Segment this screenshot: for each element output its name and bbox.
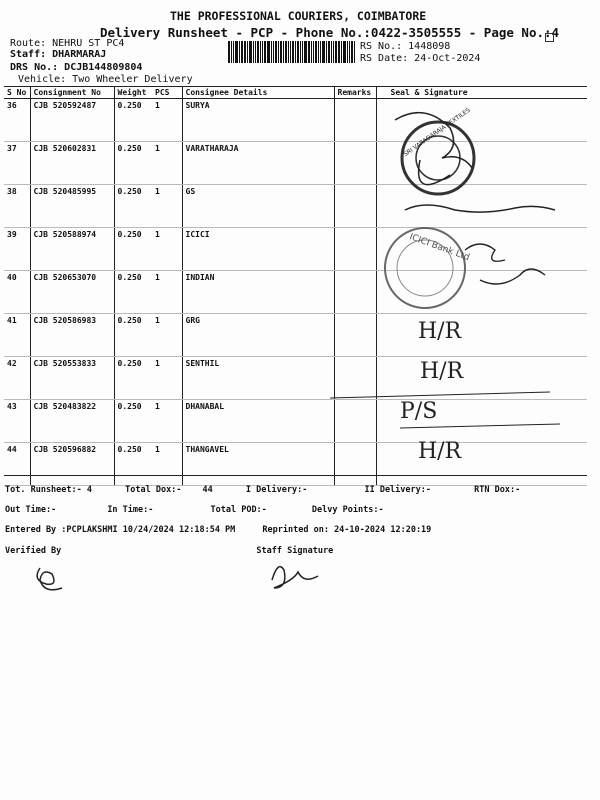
col-remarks: Remarks — [334, 87, 376, 99]
pcs-cell: 1 — [152, 228, 182, 271]
weight-cell: 0.250 — [114, 443, 152, 486]
sno-cell: 43 — [4, 400, 30, 443]
weight-cell: 0.250 — [114, 142, 152, 185]
underline-43 — [400, 424, 560, 428]
rs-date: RS Date: 24-Oct-2024 — [360, 53, 481, 64]
weight-cell: 0.250 — [114, 271, 152, 314]
drs-number: DRS No.: DCJB144809804 — [10, 62, 143, 73]
consignment-cell: CJB 520592487 — [30, 99, 114, 142]
vehicle-label: Vehicle: Two Wheeler Delivery — [18, 74, 193, 85]
sno-cell: 39 — [4, 228, 30, 271]
consignee-cell: INDIAN — [182, 271, 334, 314]
total-dox-label: Total Dox:- — [125, 485, 182, 495]
consignment-cell: CJB 520483822 — [30, 400, 114, 443]
rtn-dox: RTN Dox:- — [474, 485, 521, 495]
footer-line-1 — [5, 485, 520, 495]
staff-signature-mark — [272, 567, 318, 588]
consignment-cell: CJB 520596882 — [30, 443, 114, 486]
sno-cell: 40 — [4, 271, 30, 314]
footer-line-2 — [5, 505, 384, 515]
staff-label: Staff: DHARMARAJ — [10, 49, 107, 60]
varadaraja-stamp — [402, 107, 474, 194]
consignee-cell: THANGAVEL — [182, 443, 334, 486]
reprinted-on: Reprinted on: 24-10-2024 12:20:19 — [262, 525, 432, 535]
sno-cell: 36 — [4, 99, 30, 142]
entered-by: Entered By :PCPLAKSHMI 10/24/2024 12:18:54 PM — [5, 525, 236, 535]
document-title: THE PROFESSIONAL COURIERS, COIMBATORE — [170, 9, 427, 23]
pcs-cell: 1 — [152, 400, 182, 443]
tot-runsheet: Tot. Runsheet:- 4 — [5, 485, 92, 495]
footer-divider — [4, 475, 587, 476]
weight-cell: 0.250 — [114, 400, 152, 443]
sno-cell: 44 — [4, 443, 30, 486]
pcs-cell: 1 — [152, 271, 182, 314]
pcs-cell: 1 — [152, 99, 182, 142]
col-weight: Weight — [114, 87, 152, 99]
total-dox-value: 44 — [202, 485, 213, 495]
weight-cell: 0.250 — [114, 314, 152, 357]
ii-delivery: II Delivery:- — [364, 485, 431, 495]
consignee-cell: ICICI — [182, 228, 334, 271]
footer-line-4 — [5, 546, 333, 556]
consignment-cell: CJB 520588974 — [30, 228, 114, 271]
signature-row39-40 — [465, 244, 545, 284]
signature-row38 — [405, 205, 555, 212]
in-time: In Time:- — [107, 505, 154, 515]
staff-signature: Staff Signature — [256, 546, 334, 556]
consignment-cell: CJB 520653070 — [30, 271, 114, 314]
consignee-cell: SENTHIL — [182, 357, 334, 400]
sno-cell: 42 — [4, 357, 30, 400]
pcs-cell: 1 — [152, 443, 182, 486]
pcs-cell: 1 — [152, 357, 182, 400]
weight-cell: 0.250 — [114, 99, 152, 142]
consignment-cell: CJB 520586983 — [30, 314, 114, 357]
col-consignment: Consignment No — [30, 87, 114, 99]
handwritten-row44: H/R — [418, 439, 462, 464]
consignment-cell: CJB 520485995 — [30, 185, 114, 228]
pcs-cell: 1 — [152, 142, 182, 185]
stamp2-text: ICICI Bank Ltd — [408, 232, 471, 264]
handwritten-row43: P/S — [400, 399, 438, 424]
col-consignee: Consignee Details — [182, 87, 334, 99]
pcs-cell: 1 — [152, 314, 182, 357]
footer-line-3 — [5, 525, 431, 535]
consignee-cell: VARATHARAJA — [182, 142, 334, 185]
out-time: Out Time:- — [5, 505, 57, 515]
sno-cell: 37 — [4, 142, 30, 185]
consignee-cell: SURYA — [182, 99, 334, 142]
strike-line-43 — [330, 392, 550, 398]
consignee-cell: GRG — [182, 314, 334, 357]
weight-cell: 0.250 — [114, 228, 152, 271]
pcs-cell: 1 — [152, 185, 182, 228]
verified-by: Verified By — [5, 546, 62, 556]
sno-cell: 41 — [4, 314, 30, 357]
consignment-cell: CJB 520602831 — [30, 142, 114, 185]
total-pod: Total POD:- — [210, 505, 267, 515]
delvy-points: Delvy Points:- — [311, 505, 384, 515]
weight-cell: 0.250 — [114, 185, 152, 228]
rs-number: RS No.: 1448098 — [360, 41, 451, 52]
handwritten-row42: H/R — [420, 359, 464, 384]
col-sno: S No — [4, 87, 30, 99]
runsheet-subtitle: Delivery Runsheet - PCP - Phone No.:0422-3505555 - Page No.:4 — [100, 25, 560, 40]
weight-cell: 0.250 — [114, 357, 152, 400]
col-pcs: PCS — [152, 87, 182, 99]
consignment-cell: CJB 520553833 — [30, 357, 114, 400]
verified-signature — [37, 568, 62, 590]
icici-stamp — [385, 228, 471, 308]
route-label: Route: NEHRU ST PC4 — [10, 38, 125, 49]
consignee-cell: GS — [182, 185, 334, 228]
consignee-cell: DHANABAL — [182, 400, 334, 443]
stamp1-text: SRI VARADARAJA TEXTILES — [402, 106, 472, 159]
handwritten-row41: H/R — [418, 319, 462, 344]
i-delivery: I Delivery:- — [245, 485, 308, 495]
col-seal-signature: Seal & Signature — [376, 87, 587, 99]
sno-cell: 38 — [4, 185, 30, 228]
